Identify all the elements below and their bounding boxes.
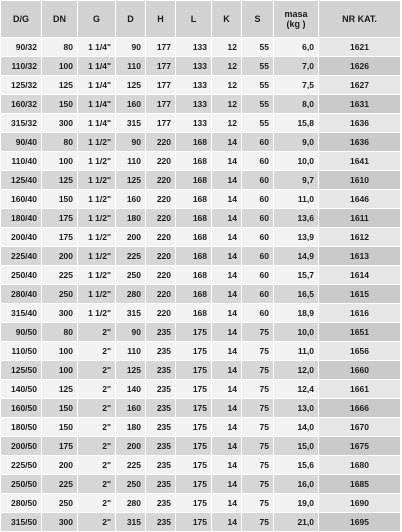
cell-d: 110 <box>116 57 146 76</box>
table-row <box>1 475 401 494</box>
cell-dn: 225 <box>42 266 78 285</box>
cell-mass: 8,0 <box>274 95 319 114</box>
cell-g: 1 1/4" <box>78 114 116 133</box>
header-g: G <box>78 1 116 38</box>
cell-k: 14 <box>212 171 242 190</box>
cell-s: 60 <box>242 209 274 228</box>
cell-dn: 125 <box>42 171 78 190</box>
cell-d: 140 <box>116 380 146 399</box>
cell-g: 1 1/4" <box>78 95 116 114</box>
cell-dn: 200 <box>42 247 78 266</box>
table-row <box>1 228 401 247</box>
cell-l: 168 <box>176 228 212 247</box>
cell-mass: 12,0 <box>274 361 319 380</box>
cell-g: 1 1/2" <box>78 190 116 209</box>
cell-l: 168 <box>176 209 212 228</box>
cell-s: 75 <box>242 361 274 380</box>
cell-catalog-number: 1656 <box>319 342 401 361</box>
cell-k: 14 <box>212 342 242 361</box>
cell-catalog-number: 1636 <box>319 114 401 133</box>
cell-dg: 90/32 <box>1 38 42 57</box>
table-row <box>1 342 401 361</box>
cell-k: 14 <box>212 190 242 209</box>
cell-dn: 80 <box>42 38 78 57</box>
cell-k: 14 <box>212 247 242 266</box>
cell-g: 1 1/2" <box>78 304 116 323</box>
cell-g: 1 1/2" <box>78 152 116 171</box>
cell-dn: 175 <box>42 437 78 456</box>
table-row <box>1 399 401 418</box>
cell-k: 14 <box>212 285 242 304</box>
cell-h: 177 <box>146 95 176 114</box>
cell-g: 2" <box>78 494 116 513</box>
cell-catalog-number: 1614 <box>319 266 401 285</box>
cell-h: 177 <box>146 38 176 57</box>
table-row <box>1 304 401 323</box>
cell-k: 14 <box>212 152 242 171</box>
cell-dn: 300 <box>42 513 78 532</box>
cell-dg: 160/32 <box>1 95 42 114</box>
cell-mass: 14,0 <box>274 418 319 437</box>
cell-dg: 125/40 <box>1 171 42 190</box>
cell-mass: 9,0 <box>274 133 319 152</box>
cell-catalog-number: 1615 <box>319 285 401 304</box>
cell-l: 168 <box>176 285 212 304</box>
cell-s: 60 <box>242 285 274 304</box>
cell-mass: 10,0 <box>274 152 319 171</box>
cell-h: 235 <box>146 380 176 399</box>
cell-s: 75 <box>242 437 274 456</box>
cell-s: 60 <box>242 133 274 152</box>
header-mass: masa (kg ) <box>274 1 319 38</box>
cell-dn: 125 <box>42 76 78 95</box>
cell-g: 1 1/2" <box>78 266 116 285</box>
cell-dg: 90/50 <box>1 323 42 342</box>
cell-catalog-number: 1666 <box>319 399 401 418</box>
cell-l: 168 <box>176 190 212 209</box>
header-k: K <box>212 1 242 38</box>
cell-h: 235 <box>146 399 176 418</box>
cell-h: 220 <box>146 133 176 152</box>
cell-d: 90 <box>116 133 146 152</box>
cell-h: 177 <box>146 57 176 76</box>
cell-h: 220 <box>146 304 176 323</box>
cell-mass: 15,8 <box>274 114 319 133</box>
cell-dg: 180/50 <box>1 418 42 437</box>
cell-s: 75 <box>242 475 274 494</box>
header-d: D <box>116 1 146 38</box>
cell-g: 2" <box>78 418 116 437</box>
cell-s: 55 <box>242 38 274 57</box>
cell-dn: 150 <box>42 190 78 209</box>
cell-dg: 315/40 <box>1 304 42 323</box>
cell-s: 55 <box>242 95 274 114</box>
table-row <box>1 494 401 513</box>
cell-dg: 125/50 <box>1 361 42 380</box>
cell-dg: 280/50 <box>1 494 42 513</box>
cell-d: 125 <box>116 171 146 190</box>
table-row <box>1 323 401 342</box>
cell-d: 225 <box>116 456 146 475</box>
cell-g: 1 1/4" <box>78 76 116 95</box>
cell-g: 1 1/4" <box>78 57 116 76</box>
cell-s: 60 <box>242 228 274 247</box>
cell-d: 315 <box>116 304 146 323</box>
cell-dn: 225 <box>42 475 78 494</box>
table-row <box>1 456 401 475</box>
cell-l: 175 <box>176 456 212 475</box>
cell-s: 75 <box>242 494 274 513</box>
cell-mass: 19,0 <box>274 494 319 513</box>
table-row <box>1 133 401 152</box>
cell-d: 250 <box>116 266 146 285</box>
cell-l: 133 <box>176 95 212 114</box>
cell-k: 14 <box>212 513 242 532</box>
cell-catalog-number: 1646 <box>319 190 401 209</box>
cell-mass: 11,0 <box>274 342 319 361</box>
cell-dn: 100 <box>42 361 78 380</box>
cell-mass: 10,0 <box>274 323 319 342</box>
cell-dg: 200/50 <box>1 437 42 456</box>
cell-d: 160 <box>116 399 146 418</box>
table-row <box>1 380 401 399</box>
cell-h: 220 <box>146 228 176 247</box>
table-row <box>1 266 401 285</box>
cell-mass: 21,0 <box>274 513 319 532</box>
cell-catalog-number: 1627 <box>319 76 401 95</box>
cell-dn: 150 <box>42 418 78 437</box>
cell-dg: 140/50 <box>1 380 42 399</box>
cell-k: 12 <box>212 57 242 76</box>
cell-k: 12 <box>212 95 242 114</box>
cell-catalog-number: 1680 <box>319 456 401 475</box>
cell-mass: 13,0 <box>274 399 319 418</box>
cell-mass: 14,9 <box>274 247 319 266</box>
cell-h: 235 <box>146 323 176 342</box>
cell-dn: 100 <box>42 342 78 361</box>
cell-g: 1 1/2" <box>78 209 116 228</box>
cell-catalog-number: 1670 <box>319 418 401 437</box>
table-row <box>1 285 401 304</box>
cell-s: 60 <box>242 152 274 171</box>
table-row <box>1 361 401 380</box>
cell-mass: 7,0 <box>274 57 319 76</box>
table-row <box>1 247 401 266</box>
table-row <box>1 76 401 95</box>
cell-g: 1 1/2" <box>78 285 116 304</box>
cell-s: 75 <box>242 380 274 399</box>
cell-k: 14 <box>212 456 242 475</box>
cell-dn: 300 <box>42 114 78 133</box>
table-body <box>1 38 401 532</box>
cell-k: 14 <box>212 266 242 285</box>
cell-l: 133 <box>176 114 212 133</box>
cell-g: 2" <box>78 513 116 532</box>
cell-mass: 18,9 <box>274 304 319 323</box>
cell-g: 1 1/2" <box>78 247 116 266</box>
header-catalog-number: NR KAT. <box>319 1 401 38</box>
cell-s: 75 <box>242 513 274 532</box>
cell-dn: 300 <box>42 304 78 323</box>
cell-s: 75 <box>242 342 274 361</box>
cell-s: 55 <box>242 57 274 76</box>
cell-k: 14 <box>212 399 242 418</box>
cell-g: 2" <box>78 399 116 418</box>
cell-d: 125 <box>116 76 146 95</box>
table-row <box>1 57 401 76</box>
cell-s: 75 <box>242 456 274 475</box>
cell-l: 175 <box>176 494 212 513</box>
cell-g: 2" <box>78 361 116 380</box>
table-row <box>1 114 401 133</box>
cell-g: 2" <box>78 437 116 456</box>
cell-l: 168 <box>176 152 212 171</box>
cell-mass: 15,6 <box>274 456 319 475</box>
table-row <box>1 152 401 171</box>
cell-catalog-number: 1611 <box>319 209 401 228</box>
cell-catalog-number: 1626 <box>319 57 401 76</box>
cell-dn: 175 <box>42 228 78 247</box>
cell-g: 1 1/2" <box>78 228 116 247</box>
cell-k: 12 <box>212 114 242 133</box>
cell-mass: 6,0 <box>274 38 319 57</box>
cell-s: 60 <box>242 266 274 285</box>
header-dg: D/G <box>1 1 42 38</box>
cell-mass: 16,5 <box>274 285 319 304</box>
header-dn: DN <box>42 1 78 38</box>
cell-g: 2" <box>78 380 116 399</box>
cell-dg: 110/32 <box>1 57 42 76</box>
cell-h: 235 <box>146 456 176 475</box>
cell-l: 168 <box>176 304 212 323</box>
cell-catalog-number: 1621 <box>319 38 401 57</box>
cell-s: 75 <box>242 399 274 418</box>
header-h: H <box>146 1 176 38</box>
cell-g: 2" <box>78 342 116 361</box>
cell-mass: 13,9 <box>274 228 319 247</box>
cell-d: 280 <box>116 285 146 304</box>
cell-dg: 315/32 <box>1 114 42 133</box>
cell-h: 235 <box>146 494 176 513</box>
cell-d: 110 <box>116 152 146 171</box>
cell-h: 220 <box>146 152 176 171</box>
cell-k: 14 <box>212 437 242 456</box>
cell-s: 75 <box>242 418 274 437</box>
cell-catalog-number: 1651 <box>319 323 401 342</box>
cell-d: 180 <box>116 418 146 437</box>
table-row <box>1 418 401 437</box>
cell-dg: 110/50 <box>1 342 42 361</box>
cell-k: 14 <box>212 494 242 513</box>
cell-dg: 110/40 <box>1 152 42 171</box>
cell-dn: 200 <box>42 456 78 475</box>
cell-d: 90 <box>116 323 146 342</box>
cell-h: 220 <box>146 247 176 266</box>
cell-catalog-number: 1613 <box>319 247 401 266</box>
cell-l: 168 <box>176 247 212 266</box>
cell-mass: 7,5 <box>274 76 319 95</box>
cell-mass: 15,7 <box>274 266 319 285</box>
cell-catalog-number: 1616 <box>319 304 401 323</box>
cell-h: 235 <box>146 437 176 456</box>
cell-h: 235 <box>146 418 176 437</box>
cell-l: 175 <box>176 418 212 437</box>
cell-l: 175 <box>176 380 212 399</box>
table-row <box>1 437 401 456</box>
cell-h: 220 <box>146 285 176 304</box>
cell-catalog-number: 1690 <box>319 494 401 513</box>
cell-k: 14 <box>212 228 242 247</box>
cell-dg: 225/50 <box>1 456 42 475</box>
cell-dn: 250 <box>42 494 78 513</box>
cell-l: 133 <box>176 76 212 95</box>
cell-dg: 160/40 <box>1 190 42 209</box>
table-row <box>1 190 401 209</box>
cell-dn: 125 <box>42 380 78 399</box>
cell-h: 220 <box>146 190 176 209</box>
cell-k: 14 <box>212 380 242 399</box>
cell-s: 60 <box>242 247 274 266</box>
cell-s: 60 <box>242 171 274 190</box>
cell-dn: 150 <box>42 399 78 418</box>
cell-d: 160 <box>116 95 146 114</box>
cell-l: 175 <box>176 475 212 494</box>
table-row <box>1 171 401 190</box>
cell-catalog-number: 1612 <box>319 228 401 247</box>
cell-l: 175 <box>176 513 212 532</box>
cell-dg: 90/40 <box>1 133 42 152</box>
cell-d: 200 <box>116 437 146 456</box>
header-l: L <box>176 1 212 38</box>
cell-d: 180 <box>116 209 146 228</box>
cell-dg: 250/40 <box>1 266 42 285</box>
cell-d: 90 <box>116 38 146 57</box>
cell-s: 55 <box>242 76 274 95</box>
cell-d: 110 <box>116 342 146 361</box>
cell-dg: 280/40 <box>1 285 42 304</box>
cell-catalog-number: 1661 <box>319 380 401 399</box>
cell-k: 12 <box>212 38 242 57</box>
cell-mass: 9,7 <box>274 171 319 190</box>
cell-g: 2" <box>78 475 116 494</box>
cell-g: 1 1/2" <box>78 171 116 190</box>
cell-dg: 200/40 <box>1 228 42 247</box>
cell-catalog-number: 1641 <box>319 152 401 171</box>
cell-h: 220 <box>146 209 176 228</box>
cell-d: 250 <box>116 475 146 494</box>
cell-dg: 315/50 <box>1 513 42 532</box>
cell-k: 14 <box>212 209 242 228</box>
cell-mass: 15,0 <box>274 437 319 456</box>
cell-l: 175 <box>176 323 212 342</box>
cell-dg: 250/50 <box>1 475 42 494</box>
cell-h: 220 <box>146 266 176 285</box>
table-row <box>1 513 401 532</box>
cell-g: 2" <box>78 456 116 475</box>
cell-catalog-number: 1660 <box>319 361 401 380</box>
cell-catalog-number: 1610 <box>319 171 401 190</box>
cell-s: 60 <box>242 304 274 323</box>
cell-l: 175 <box>176 399 212 418</box>
cell-catalog-number: 1685 <box>319 475 401 494</box>
cell-l: 175 <box>176 342 212 361</box>
cell-k: 14 <box>212 475 242 494</box>
cell-d: 200 <box>116 228 146 247</box>
header-s: S <box>242 1 274 38</box>
cell-h: 235 <box>146 361 176 380</box>
cell-h: 220 <box>146 171 176 190</box>
cell-k: 14 <box>212 418 242 437</box>
cell-h: 235 <box>146 342 176 361</box>
cell-dn: 250 <box>42 285 78 304</box>
cell-catalog-number: 1675 <box>319 437 401 456</box>
cell-dn: 80 <box>42 323 78 342</box>
cell-g: 2" <box>78 323 116 342</box>
cell-mass: 16,0 <box>274 475 319 494</box>
cell-catalog-number: 1695 <box>319 513 401 532</box>
table-header-row <box>1 1 401 38</box>
table-row <box>1 38 401 57</box>
cell-h: 235 <box>146 475 176 494</box>
cell-dn: 80 <box>42 133 78 152</box>
cell-l: 175 <box>176 361 212 380</box>
cell-dg: 180/40 <box>1 209 42 228</box>
cell-mass: 12,4 <box>274 380 319 399</box>
cell-h: 177 <box>146 76 176 95</box>
cell-s: 75 <box>242 323 274 342</box>
cell-g: 1 1/2" <box>78 133 116 152</box>
cell-h: 235 <box>146 513 176 532</box>
cell-dn: 100 <box>42 152 78 171</box>
table-row <box>1 95 401 114</box>
cell-dn: 175 <box>42 209 78 228</box>
cell-catalog-number: 1631 <box>319 95 401 114</box>
cell-s: 55 <box>242 114 274 133</box>
cell-l: 168 <box>176 266 212 285</box>
cell-d: 160 <box>116 190 146 209</box>
cell-l: 168 <box>176 133 212 152</box>
cell-d: 225 <box>116 247 146 266</box>
cell-s: 60 <box>242 190 274 209</box>
cell-g: 1 1/4" <box>78 38 116 57</box>
cell-mass: 13,6 <box>274 209 319 228</box>
cell-l: 133 <box>176 38 212 57</box>
cell-h: 177 <box>146 114 176 133</box>
cell-dg: 225/40 <box>1 247 42 266</box>
cell-k: 14 <box>212 361 242 380</box>
cell-dn: 150 <box>42 95 78 114</box>
cell-dg: 160/50 <box>1 399 42 418</box>
cell-l: 133 <box>176 57 212 76</box>
cell-k: 12 <box>212 76 242 95</box>
cell-k: 14 <box>212 323 242 342</box>
cell-d: 280 <box>116 494 146 513</box>
cell-k: 14 <box>212 304 242 323</box>
cell-l: 175 <box>176 437 212 456</box>
cell-catalog-number: 1636 <box>319 133 401 152</box>
cell-dg: 125/32 <box>1 76 42 95</box>
cell-l: 168 <box>176 171 212 190</box>
table-row <box>1 209 401 228</box>
cell-k: 14 <box>212 133 242 152</box>
cell-d: 125 <box>116 361 146 380</box>
cell-mass: 11,0 <box>274 190 319 209</box>
cell-d: 315 <box>116 114 146 133</box>
cell-d: 315 <box>116 513 146 532</box>
cell-dn: 100 <box>42 57 78 76</box>
